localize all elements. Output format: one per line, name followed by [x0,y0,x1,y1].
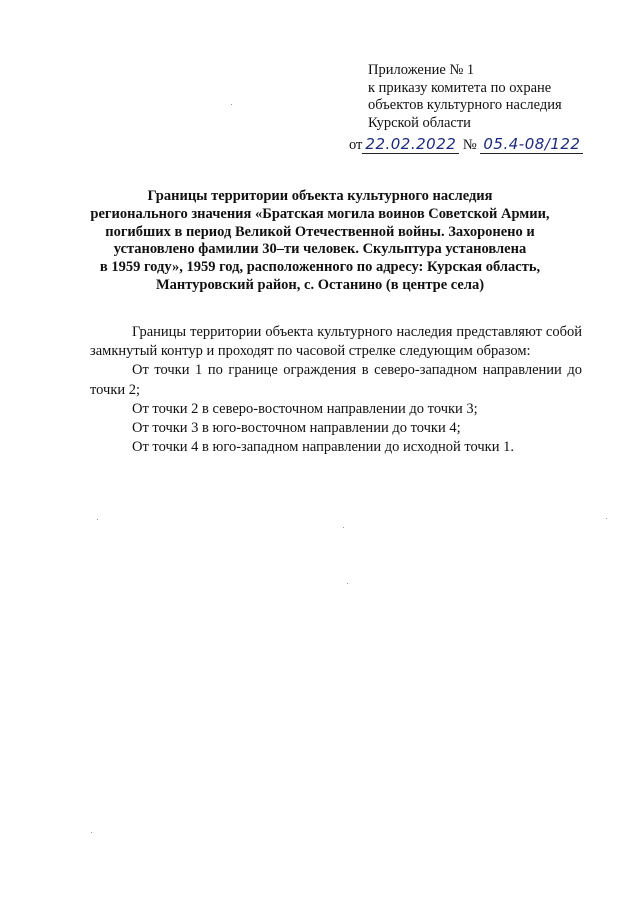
scan-speck [231,104,232,105]
scan-speck [343,527,344,528]
scan-speck [347,583,348,584]
boundary-segment-1: От точки 1 по границе ограждения в северо-западном направлении до точки 2; [90,362,582,398]
appendix-committee: объектов культурного наследия [368,97,562,113]
appendix-region: Курской области [368,114,471,131]
number-prefix: № [462,137,477,153]
handwritten-number: 05.4-08/122 [480,135,583,154]
handwritten-date: 22.02.2022 [362,135,459,154]
title-line-3: погибших в период Великой Отечественной войны. Захоронено и [105,223,535,240]
title-line-5: в 1959 году», 1959 год, расположенного по адресу: Курская область, [99,259,541,276]
title-line-1: Границы территории объекта культурного наследия [147,188,493,204]
title-line-4: установлено фамилии 30–ти человек. Скульптура установлена [113,241,527,258]
title-line-2: регионального значения «Братская могила воинов Советской Армии, [90,205,550,222]
body-intro-paragraph: Границы территории объекта культурного наследия представляют собой замкнутый контур и проходят по часовой стрелке следующим образом: [90,324,582,360]
title-line-6: Мантуровский район, с. Останино (в центре села) [155,276,485,293]
appendix-header [368,62,562,132]
boundary-segment-4: От точки 4 в юго-западном направлении до исходной точки 1. [132,439,514,456]
date-prefix: от [349,137,363,153]
scan-speck [91,832,92,833]
document-body [90,323,582,457]
scan-speck [606,518,607,519]
appendix-title: Приложение № 1 [368,62,475,78]
scan-speck [97,519,98,520]
boundary-segment-3: От точки 3 в юго-восточном направлении до точки 4; [132,420,461,437]
document-title [60,188,580,295]
boundary-segment-2: От точки 2 в северо-восточном направлении до точки 3; [132,400,478,417]
appendix-order-ref: к приказу комитета по охране [368,79,552,96]
order-date-number [349,135,583,154]
